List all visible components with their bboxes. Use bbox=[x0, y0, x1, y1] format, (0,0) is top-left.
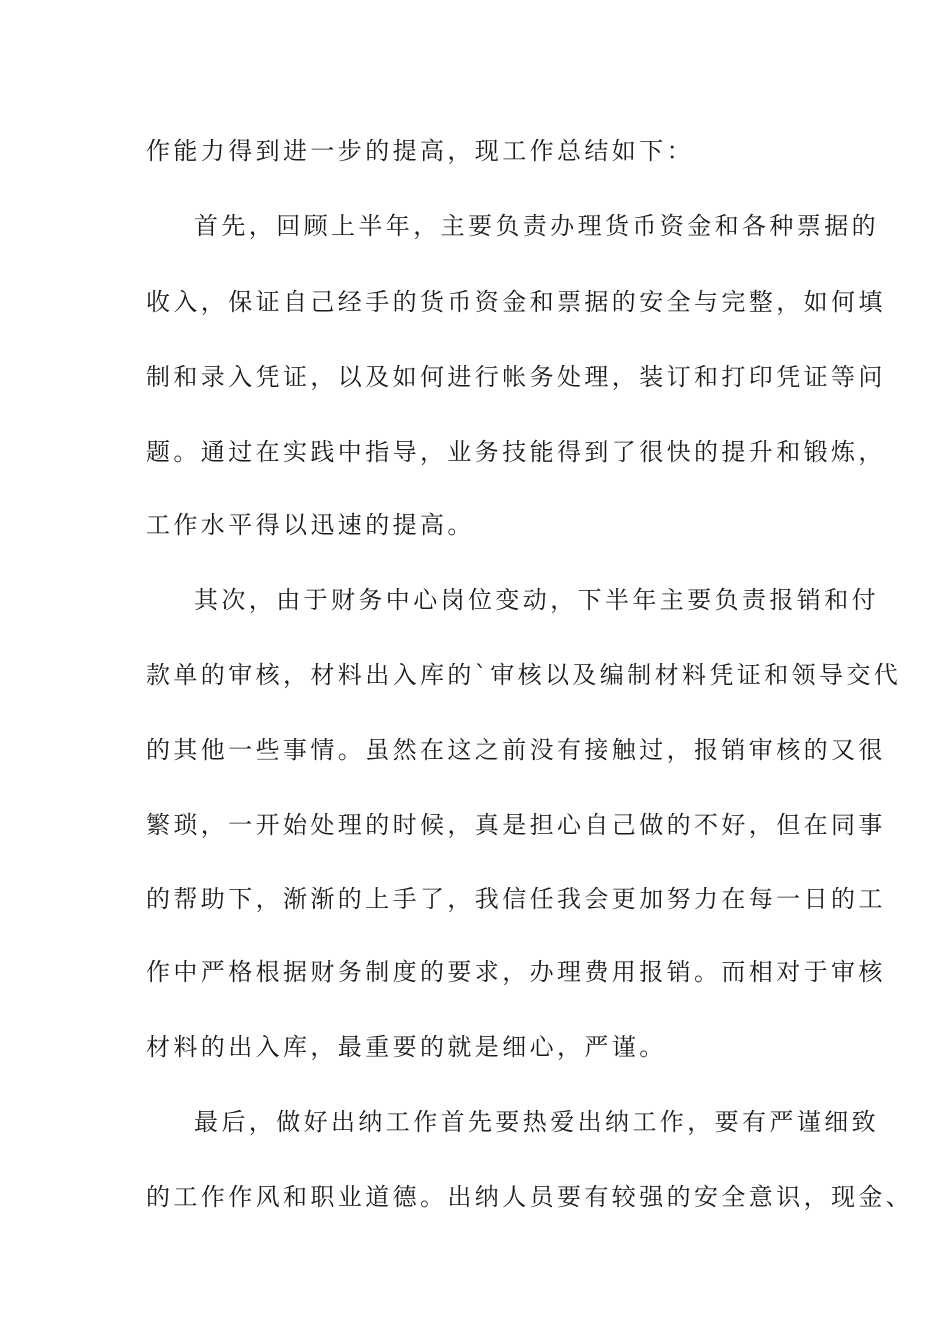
text-line: 收入，保证自己经手的货币资金和票据的安全与完整，如何填 bbox=[146, 288, 886, 316]
text-line: 作能力得到进一步的提高，现工作总结如下： bbox=[146, 137, 694, 165]
paragraph-first-line: 其次，由于财务中心岗位变动，下半年主要负责报销和付 bbox=[194, 586, 879, 614]
text-line: 的其他一些事情。虽然在这之前没有接触过，报销审核的又很 bbox=[146, 736, 886, 764]
paragraph-first-line: 最后，做好出纳工作首先要热爱出纳工作，要有严谨细致 bbox=[194, 1108, 879, 1136]
text-line: 作中严格根据财务制度的要求，办理费用报销。而相对于审核 bbox=[146, 958, 886, 986]
text-line: 制和录入凭证，以及如何进行帐务处理，装订和打印凭证等问 bbox=[146, 363, 886, 391]
text-line: 材料的出入库，最重要的就是细心，严谨。 bbox=[146, 1033, 667, 1061]
text-line: 的工作作风和职业道德。出纳人员要有较强的安全意识，现金、 bbox=[146, 1183, 914, 1211]
text-line: 款单的审核，材料出入库的`审核以及编制材料凭证和领导交代 bbox=[146, 661, 902, 689]
text-line: 工作水平得以迅速的提高。 bbox=[146, 511, 475, 539]
text-line: 的帮助下，渐渐的上手了，我信任我会更加努力在每一日的工 bbox=[146, 885, 886, 913]
text-line: 繁琐，一开始处理的时候，真是担心自己做的不好，但在同事 bbox=[146, 811, 886, 839]
text-line: 题。通过在实践中指导，业务技能得到了很快的提升和锻炼， bbox=[146, 438, 886, 466]
paragraph-first-line: 首先，回顾上半年，主要负责办理货币资金和各种票据的 bbox=[194, 212, 879, 240]
